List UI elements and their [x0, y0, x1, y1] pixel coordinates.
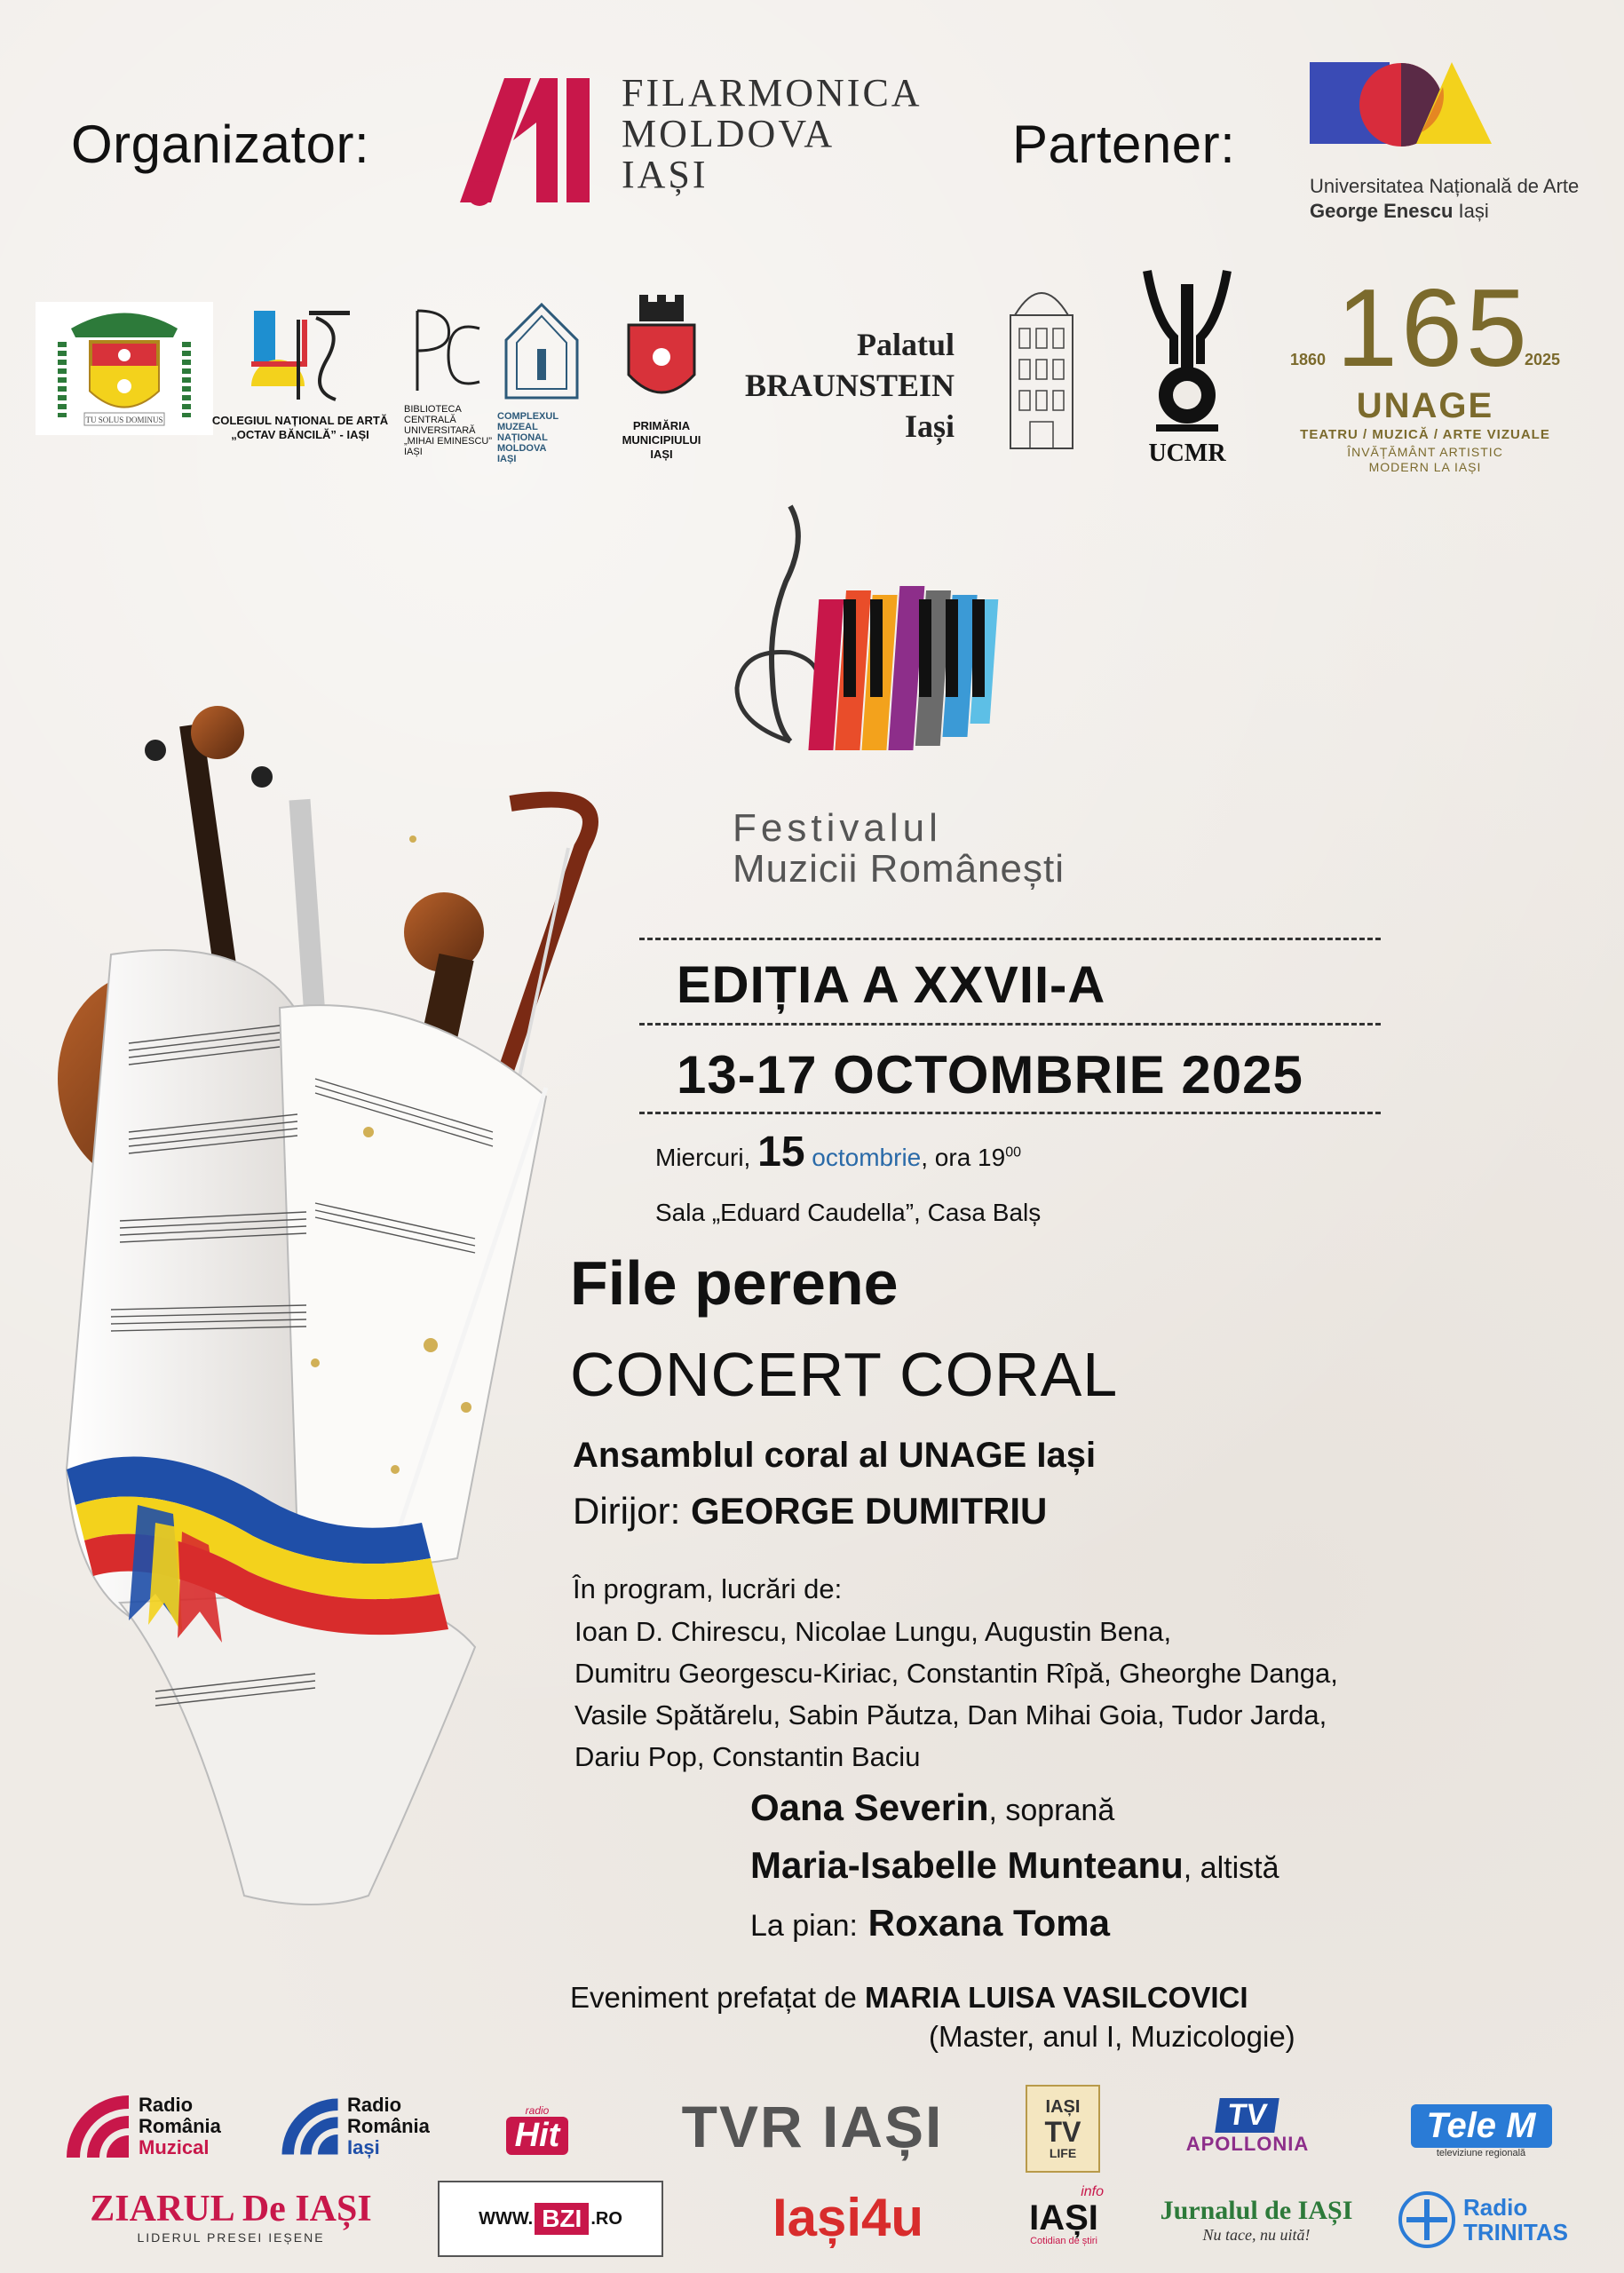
trinitas-cross-icon: [1398, 2190, 1456, 2249]
radio-hit-logo: [493, 2094, 582, 2165]
event-time-sup: 00: [1005, 1144, 1021, 1160]
info-iasi-logo: [1006, 2171, 1121, 2260]
bcu-line-5: IAȘI: [404, 447, 423, 457]
unage-partner-logo-mark: [1310, 59, 1496, 152]
prefat-name: MARIA LUISA VASILCOVICI: [865, 1981, 1248, 2014]
conductor-line: [573, 1490, 1047, 1532]
iasi-tv-mid: TV: [1044, 2116, 1081, 2148]
palat-line-2: BRAUNSTEIN: [744, 368, 955, 403]
rri-line-3: Iași: [347, 2136, 380, 2158]
partner-name-line2: [1310, 199, 1579, 224]
event-datetime: [655, 1129, 1021, 1176]
rrm-line-1: Radio: [139, 2094, 194, 2116]
bcu-monogram-icon: [408, 302, 488, 400]
partner-name: [1310, 174, 1579, 224]
filarmonica-logo-mark: [451, 69, 629, 216]
concert-title: File perene: [570, 1248, 899, 1318]
program-line-4: Dariu Pop, Constantin Baciu: [574, 1741, 921, 1772]
edition-title: EDIȚIA A XXVII-A: [677, 956, 1106, 1014]
partner-label: Partener:: [1012, 115, 1236, 174]
unage-165-logo: [1283, 267, 1567, 488]
prefat-label: Eveniment prefațat de: [570, 1981, 857, 2014]
rri-line-2: România: [347, 2115, 430, 2137]
program-intro: În program, lucrări de:: [573, 1573, 843, 1604]
ziarul-sub: LIDERUL PRESEI IEȘENE: [137, 2230, 325, 2245]
program-line-1: Ioan D. Chirescu, Nicolae Lungu, Augustin Bena,: [574, 1616, 1172, 1647]
jurnal-sub: Nu tace, nu uită!: [1202, 2225, 1311, 2244]
primaria-line-1: PRIMĂRIA: [632, 419, 691, 432]
crest-icon: [36, 302, 213, 435]
iasi4u-logo: [724, 2181, 972, 2253]
tv-apollonia-logo: [1172, 2087, 1323, 2166]
iasi4u-text: Iași4u: [772, 2187, 924, 2247]
festival-logo-mark: [719, 502, 1039, 804]
program-list: [574, 1611, 1338, 1778]
hit-small: radio: [525, 2103, 550, 2117]
divider-mid: [639, 1023, 1381, 1026]
info-sub: Cotidian de știri: [1030, 2236, 1097, 2246]
complex-muzeal-icon: [497, 300, 586, 407]
performers: [750, 1780, 1279, 1953]
complex-line-1: COMPLEXUL: [497, 411, 559, 422]
event-day-number: 15: [757, 1129, 805, 1176]
info-big: IAȘI: [1029, 2198, 1098, 2237]
apollonia-top: TV: [1216, 2098, 1280, 2133]
bzi-mid: BZI: [535, 2203, 589, 2235]
tvr-iasi-logo: [670, 2087, 955, 2166]
soloist-2: [750, 1838, 1279, 1896]
divider-bottom: [639, 1112, 1381, 1114]
event-month: octombrie: [812, 1144, 922, 1171]
bcu-logo: [395, 302, 502, 479]
crest-motto: TU SOLUS DOMINUS: [85, 416, 163, 424]
unage-start-year: 1860: [1290, 351, 1327, 368]
ucmr-logo: [1138, 266, 1236, 466]
ensemble-name: Ansamblul coral al UNAGE Iași: [573, 1436, 1097, 1475]
tele-text: Tele M: [1411, 2104, 1552, 2148]
festival-title-line2: Muzicii Românești: [733, 847, 1065, 891]
colegiul-logo: [211, 302, 389, 462]
event-day-prefix: Miercuri,: [655, 1144, 751, 1171]
tvr-text: TVR IAȘI: [681, 2094, 944, 2159]
soloist-2-role: , altistă: [1183, 1851, 1279, 1885]
iasi-tv-life-logo: [1026, 2085, 1100, 2173]
palat-building-icon: [993, 271, 1090, 457]
bzi-logo: [438, 2181, 663, 2257]
filarmonica-line-2: MOLDOVA: [622, 112, 836, 155]
program-line-2: Dumitru Georgescu-Kiriac, Constantin Rîpă, Gheorghe Danga,: [574, 1658, 1338, 1689]
rri-line-1: Radio: [347, 2094, 402, 2116]
primaria-logo: [599, 295, 724, 481]
filarmonica-wordmark: [622, 73, 923, 195]
bcu-line-1: BIBLIOTECA: [404, 404, 462, 415]
complex-line-3: NAȚIONAL: [497, 432, 548, 443]
program-line-3: Vasile Spătărelu, Sabin Păutza, Dan Mihai Goia, Tudor Jarda,: [574, 1699, 1327, 1730]
tele-sub: televiziune regională: [1436, 2147, 1526, 2158]
colegiul-icon: [211, 302, 389, 404]
hit-text: Hit: [506, 2117, 569, 2155]
divider-top: [639, 938, 1381, 940]
radio-romania-iasi-logo: [278, 2087, 464, 2166]
radio-romania-muzical-logo: [62, 2087, 257, 2166]
colegiul-line-2: „OCTAV BĂNCILĂ” - IAȘI: [231, 428, 369, 441]
info-small: info: [1081, 2184, 1104, 2199]
jurnal-text: Jurnalul de IAȘI: [1160, 2195, 1353, 2225]
conductor-name: GEORGE DUMITRIU: [691, 1490, 1048, 1532]
festival-dates: 13-17 OCTOMBRIE 2025: [677, 1045, 1303, 1105]
radio-trinitas-logo: [1394, 2184, 1572, 2255]
radio-waves-icon-blue: [278, 2095, 342, 2158]
complex-line-4: MOLDOVA: [497, 443, 547, 454]
rrm-line-3: Muzical: [139, 2136, 210, 2158]
soloist-2-name: Maria-Isabelle Munteanu: [750, 1844, 1184, 1886]
filarmonica-line-1: FILARMONICA: [622, 71, 923, 115]
trinitas-line-1: Radio: [1463, 2194, 1528, 2221]
soloist-1: [750, 1780, 1279, 1838]
conductor-label: Dirijor:: [573, 1490, 681, 1532]
ziarul-de-iasi-logo: [75, 2181, 386, 2252]
primaria-line-2: MUNICIPIULUI: [622, 433, 701, 447]
episcopie-crest-logo: [36, 302, 213, 435]
trinitas-line-2: TRINITAS: [1463, 2219, 1568, 2245]
palat-line-1: Palatul: [856, 327, 955, 362]
soloist-1-role: , soprană: [988, 1794, 1115, 1827]
festival-title: [733, 808, 1065, 890]
rrm-line-2: România: [139, 2115, 221, 2137]
tele-m-logo: [1392, 2095, 1570, 2166]
jurnalul-de-iasi-logo: [1145, 2184, 1367, 2255]
piano-label: La pian:: [750, 1909, 858, 1943]
pianist: [750, 1896, 1279, 1953]
prefat-line: [570, 1978, 1248, 2017]
unage-end-year: 2025: [1524, 351, 1560, 368]
radio-waves-icon: [62, 2091, 133, 2162]
palat-braunstein-text: [719, 324, 955, 447]
unage-line3: MODERN LA IAȘI: [1368, 460, 1482, 474]
unage-line2: ÎNVĂȚĂMÂNT ARTISTIC: [1347, 445, 1503, 459]
iasi-tv-bot: LIFE: [1049, 2146, 1077, 2160]
festival-title-line1: Festivalul: [733, 806, 942, 850]
bcu-line-2: CENTRALĂ: [404, 415, 456, 425]
concert-subtitle: CONCERT CORAL: [570, 1340, 1119, 1409]
event-time-prefix: , ora 19: [921, 1144, 1006, 1171]
complex-line-5: IAȘI: [497, 454, 517, 464]
partner-name-line1: Universitatea Națională de Arte: [1310, 175, 1580, 197]
iasi-tv-top: IAȘI: [1045, 2097, 1081, 2117]
unage-tagline: TEATRU / MUZICĂ / ARTE VIZUALE: [1300, 427, 1550, 442]
primaria-line-3: IAȘI: [650, 447, 673, 461]
complex-line-2: MUZEAL: [497, 422, 538, 432]
organizer-label: Organizator:: [71, 115, 370, 174]
instruments-bouquet-illustration: [49, 670, 617, 1940]
partner-name-bold: George Enescu: [1310, 200, 1454, 222]
unage-number: 165: [1336, 267, 1531, 390]
bcu-line-3: UNIVERSITARĂ: [404, 425, 476, 436]
complex-muzeal-logo: [497, 300, 595, 478]
bzi-post: .RO: [590, 2208, 622, 2229]
unage-name: UNAGE: [1356, 386, 1494, 425]
palat-line-3: Iași: [904, 408, 955, 444]
soloist-1-name: Oana Severin: [750, 1786, 989, 1828]
event-venue: Sala „Eduard Caudella”, Casa Balș: [655, 1199, 1042, 1226]
colegiul-line-1: COLEGIUL NAȚIONAL DE ARTĂ: [211, 414, 389, 427]
piano-name: Roxana Toma: [867, 1902, 1110, 1944]
ucmr-lyre-icon: [1138, 266, 1236, 435]
bcu-line-4: „MIHAI EMINESCU”: [404, 436, 492, 447]
primaria-crest-icon: [622, 295, 701, 415]
filarmonica-line-3: IAȘI: [622, 153, 709, 196]
prefat-detail: (Master, anul I, Muzicologie): [929, 2020, 1295, 2053]
bzi-pre: WWW.: [479, 2208, 534, 2229]
partner-name-rest: Iași: [1453, 200, 1489, 222]
apollonia-name: APOLLONIA: [1185, 2132, 1310, 2155]
ucmr-text: UCMR: [1148, 440, 1226, 467]
ziarul-text: ZIARUL De IAȘI: [90, 2189, 372, 2229]
